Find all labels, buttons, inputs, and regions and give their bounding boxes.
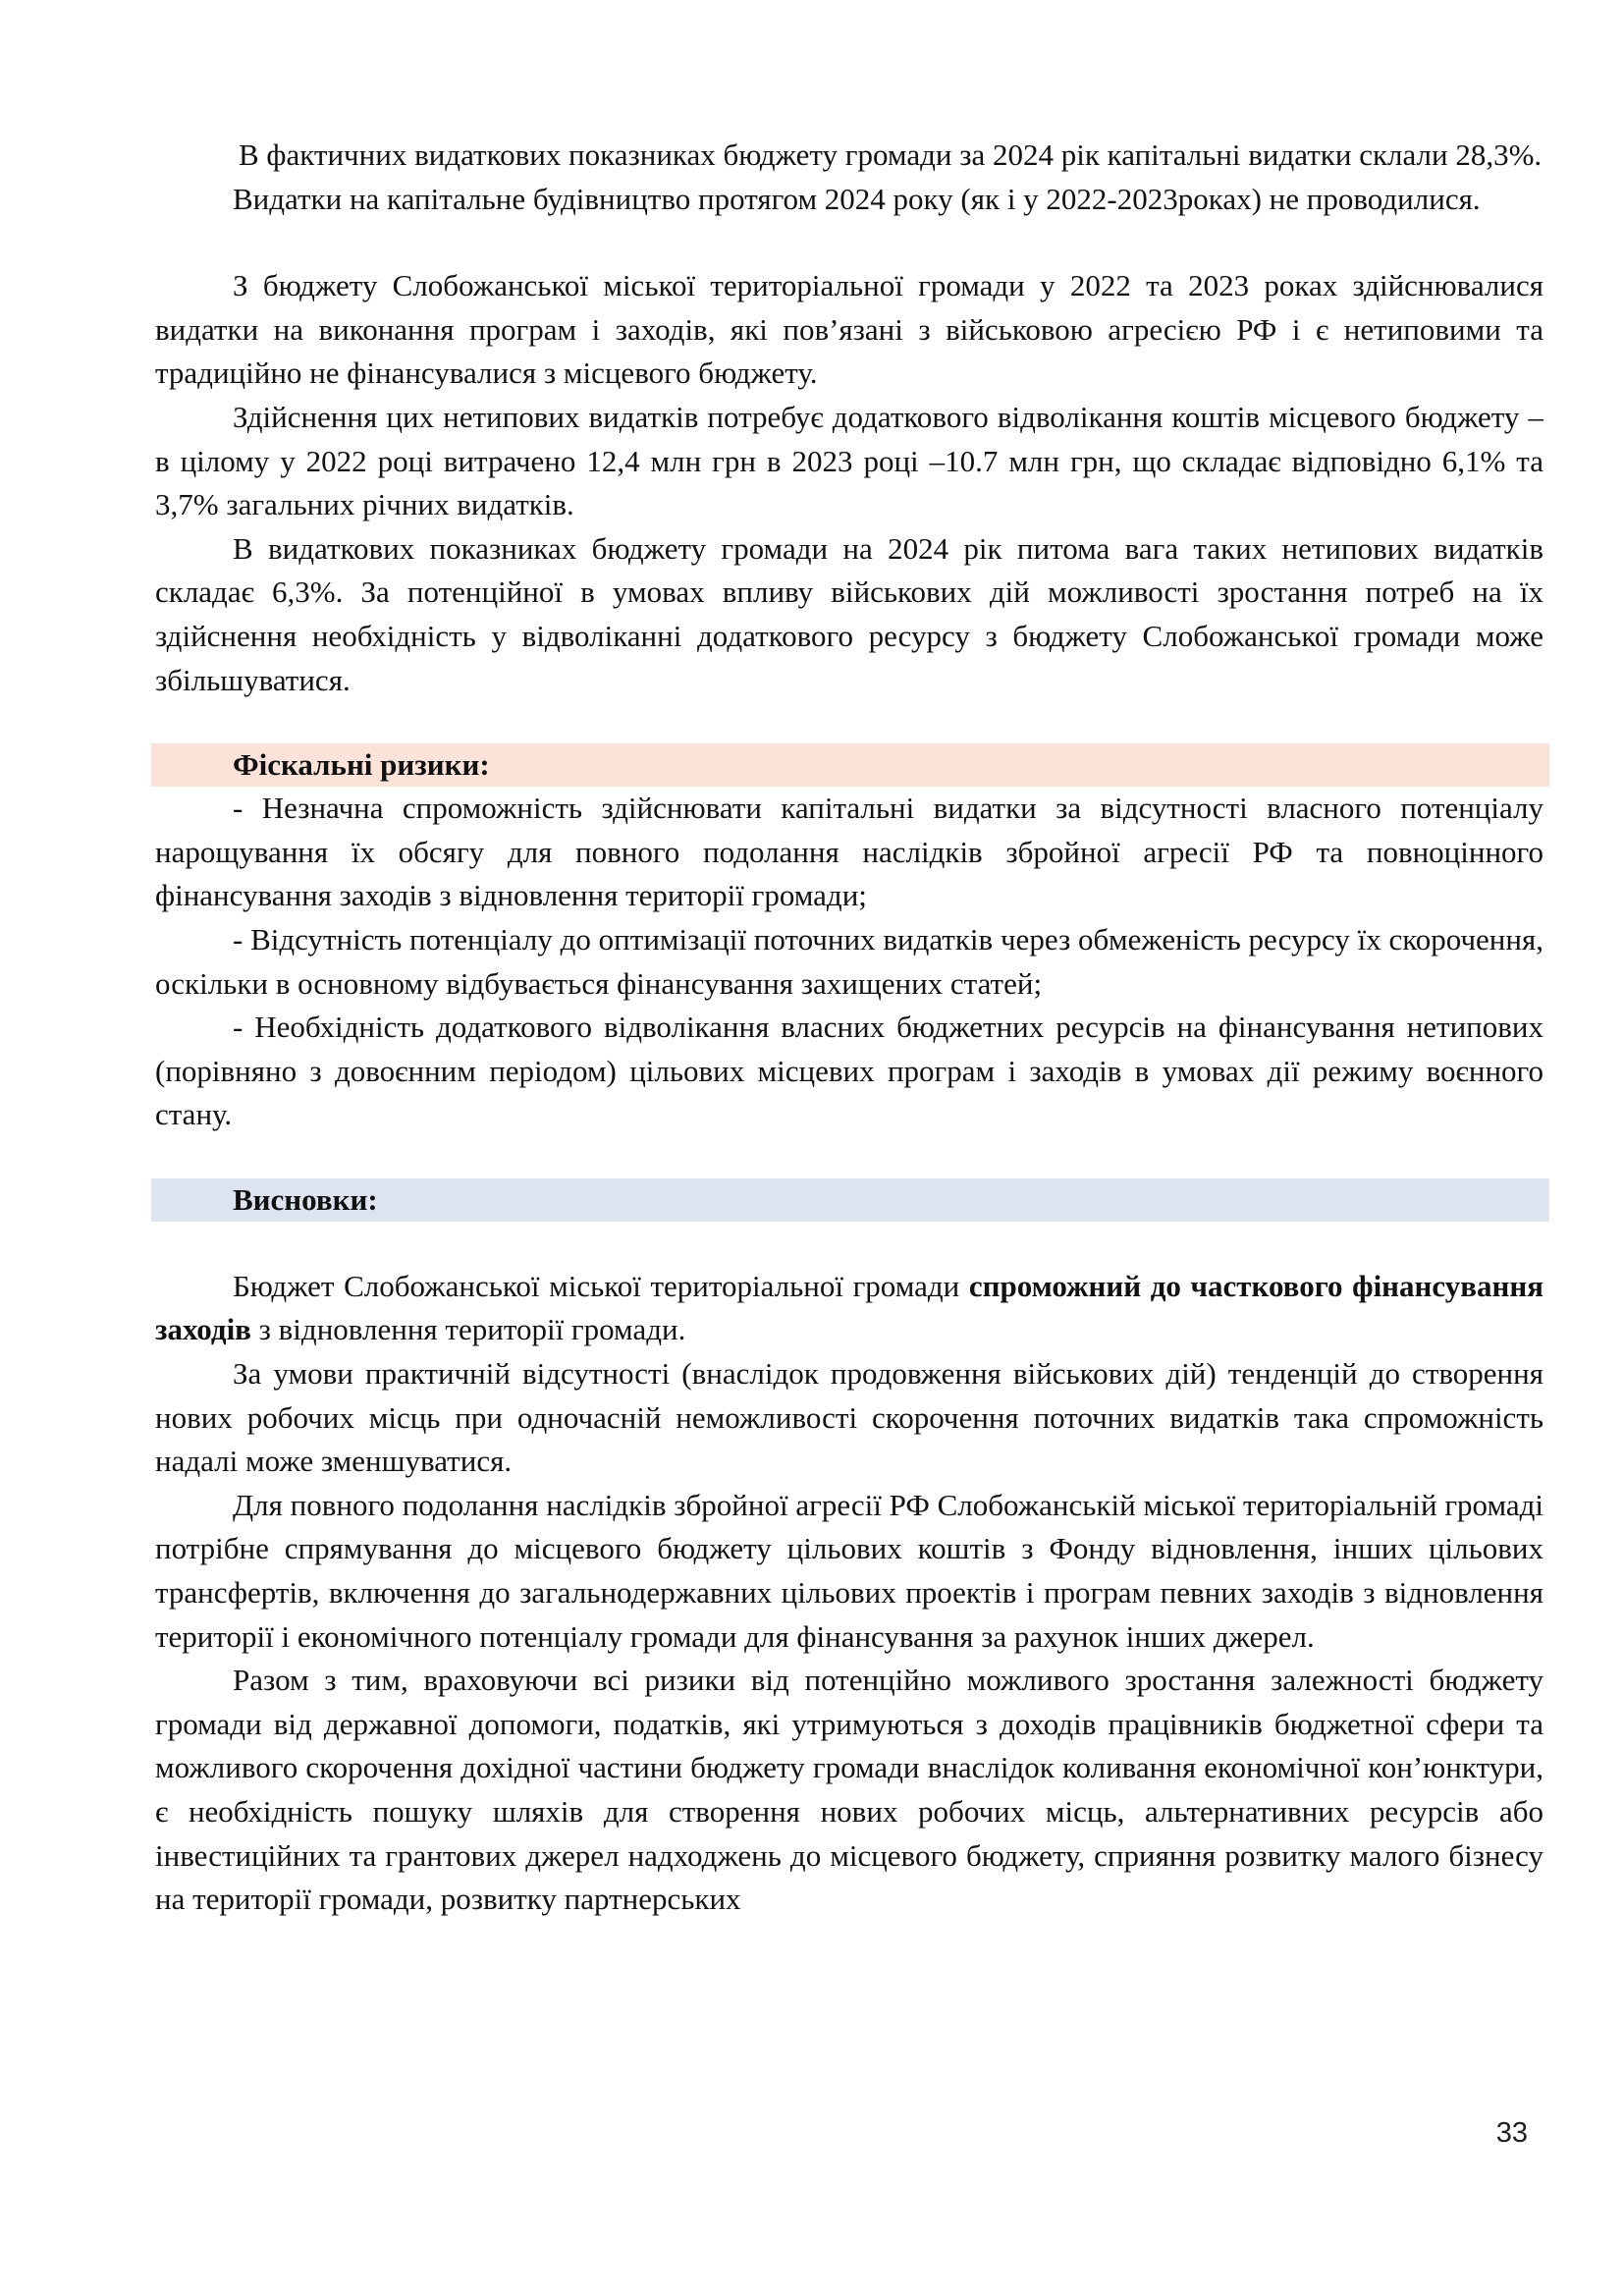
spacer	[155, 1222, 1543, 1265]
spacer	[155, 702, 1543, 743]
conclusion-paragraph: Для повного подолання наслідків збройної агресії РФ Слобожанській міської територіальній громаді потрібне спрямування до місцевого бюджету цільових коштів з Фонду відновлення, інших цільових трансфертів, включення до загальнодержавних цільових проектів і програм певних заходів з відновлення території і економічного потенціалу громади для фінансування за рахунок інших джерел.	[155, 1487, 1543, 1654]
conclusion-text-end: з відновлення території громади.	[250, 1312, 686, 1347]
conclusion-paragraph: За умови практичній відсутності (внаслідок продовження військових дій) тенденцій до створення нових робочих місць при одночасній неможливості скорочення поточних видатків така спроможність надалі може зменшуватися.	[155, 1356, 1543, 1479]
paragraph-capital-construction: Видатки на капітальне будівництво протягом 2024 року (як і у 2022-2023роках) не проводилися.	[233, 181, 1481, 216]
spacer	[155, 221, 1543, 264]
document-page	[155, 134, 1543, 1922]
paragraph-atypical-costs: Здійснення цих нетипових видатків потребує додаткового відволікання коштів місцевого бюджету – в цілому у 2022 році витрачено 12,4 млн грн в 2023 році –10.7 млн грн, що складає відповідно 6,1% та 3,7% загальних річних видатків.	[155, 399, 1543, 522]
conclusion-emphasis: спроможний до часткового фінансування заходів	[155, 1268, 1543, 1347]
spacer	[155, 1137, 1543, 1178]
conclusion-budget-capability	[155, 1265, 1543, 1352]
page-number: 33	[1495, 2117, 1528, 2149]
fiscal-risks-heading: Фіскальні ризики:	[151, 743, 1549, 787]
paragraph-capital-expenditure-share: В фактичних видаткових показниках бюджету громади за 2024 рік капітальні видатки склали 28,3%.	[239, 137, 1543, 172]
conclusion-text-start: Бюджет Слобожанської міської територіальної громади	[233, 1268, 969, 1303]
fiscal-risk-item: - Необхідність додаткового відволікання власних бюджетних ресурсів на фінансування нетипових (порівняно з довоєнним періодом) цільових місцевих програм і заходів в умовах дії режиму воєнного стану.	[155, 1010, 1543, 1132]
conclusion-paragraph: Разом з тим, враховуючи всі ризики від потенційно можливого зростання залежності бюджету громади від державної допомоги, податків, які утримуються з доходів працівників бюджетної сфери та можливого скорочення дохідної частини бюджету громади внаслідок коливання економічної кон’юнктури, є необхідність пошуку шляхів для створення нових робочих місць, альтернативних ресурсів або інвестиційних та грантових джерел надходжень до місцевого бюджету, сприяння розвитку малого бізнесу на території громади, розвитку партнерських	[155, 1663, 1543, 1917]
paragraph-atypical-expenditures: З бюджету Слобожанської міської територіальної громади у 2022 та 2023 роках здійснювалися видатки на виконання програм і заходів, які пов’язані з військовою агресією РФ і є нетиповими та традиційно не фінансувалися з місцевого бюджету.	[155, 268, 1543, 391]
paragraph-atypical-share-2024: В видаткових показниках бюджету громади на 2024 рік питома вага таких нетипових видатків складає 6,3%. За потенційної в умовах впливу військових дій можливості зростання потреб на їх здійснення необхідність у відволіканні додаткового ресурсу з бюджету Слобожанської громади може збільшуватися.	[155, 530, 1543, 697]
fiscal-risk-item: - Незначна спроможність здійснювати капітальні видатки за відсутності власного потенціалу нарощування їх обсягу для повного подолання наслідків збройної агресії РФ та повноцінного фінансування заходів з відновлення території громади;	[155, 791, 1543, 913]
conclusions-heading: Висновки:	[151, 1178, 1549, 1222]
fiscal-risk-item: - Відсутність потенціалу до оптимізації поточних видатків через обмеженість ресурсу їх скорочення, оскільки в основному відбувається фінансування захищених статей;	[155, 921, 1543, 1001]
